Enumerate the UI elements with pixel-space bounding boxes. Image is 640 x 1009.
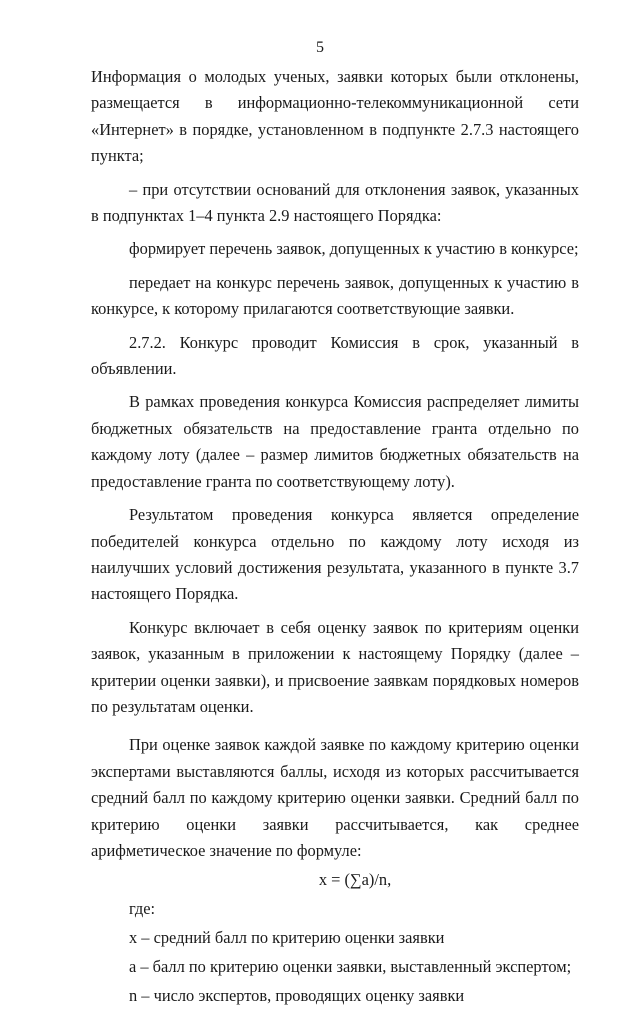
definition-n: n – число экспертов, проводящих оценку заявки bbox=[129, 986, 465, 1006]
paragraph-forms-list: формирует перечень заявок, допущенных к участию в конкурсе; bbox=[129, 239, 579, 259]
paragraph-2-7-2: 2.7.2. Конкурс проводит Комиссия в срок, указанный в объявлении. bbox=[91, 332, 579, 379]
paragraph-evaluation: Конкурс включает в себя оценку заявок по критериям оценки заявок, указанным в приложении к настоящему Порядку (далее – критерии оценки заявки), и присвоение заявкам порядковых номеров по результатам оценки. bbox=[91, 617, 579, 716]
document-body bbox=[91, 64, 579, 1009]
where-label: где: bbox=[129, 899, 156, 919]
paragraph-limits: В рамках проведения конкурса Комиссия распределяет лимиты бюджетных обязательств на предоставление гранта отдельно по каждому лоту (далее – размер лимитов бюджетных обязательств на предоставление гранта по соответствующему лоту). bbox=[91, 392, 579, 491]
definition-x: x – средний балл по критерию оценки заявки bbox=[129, 928, 445, 948]
definition-a: a – балл по критерию оценки заявки, выставленный экспертом; bbox=[129, 957, 572, 977]
paragraph-transfers-list: передает на конкурс перечень заявок, допущенных к участию в конкурсе, к которому прилагаются соответствующие заявки. bbox=[91, 272, 579, 319]
page-number: 5 bbox=[316, 39, 324, 56]
formula: x = (∑a)/n, bbox=[318, 870, 392, 890]
paragraph-scoring: При оценке заявок каждой заявке по каждому критерию оценки экспертами выставляются баллы, исходя из которых рассчитывается средний балл по каждому критерию оценки заявки. Средний балл по критерию оценки заявки рассчитывается, как среднее арифметическое значение по формуле: bbox=[91, 735, 579, 860]
paragraph-no-grounds: – при отсутствии оснований для отклонения заявок, указанных в подпунктах 1–4 пункта 2.9 настоящего Порядка: bbox=[91, 179, 579, 226]
paragraph-rejected-info: Информация о молодых ученых, заявки которых были отклонены, размещается в информационно-телекоммуникационной сети «Интернет» в порядке, установленном в подпункте 2.7.3 настоящего пункта; bbox=[91, 67, 579, 166]
paragraph-result: Результатом проведения конкурса является определение победителей конкурса отдельно по каждому лоту исходя из наилучших условий достижения результата, указанного в пункте 3.7 настоящего Порядка. bbox=[91, 505, 579, 604]
